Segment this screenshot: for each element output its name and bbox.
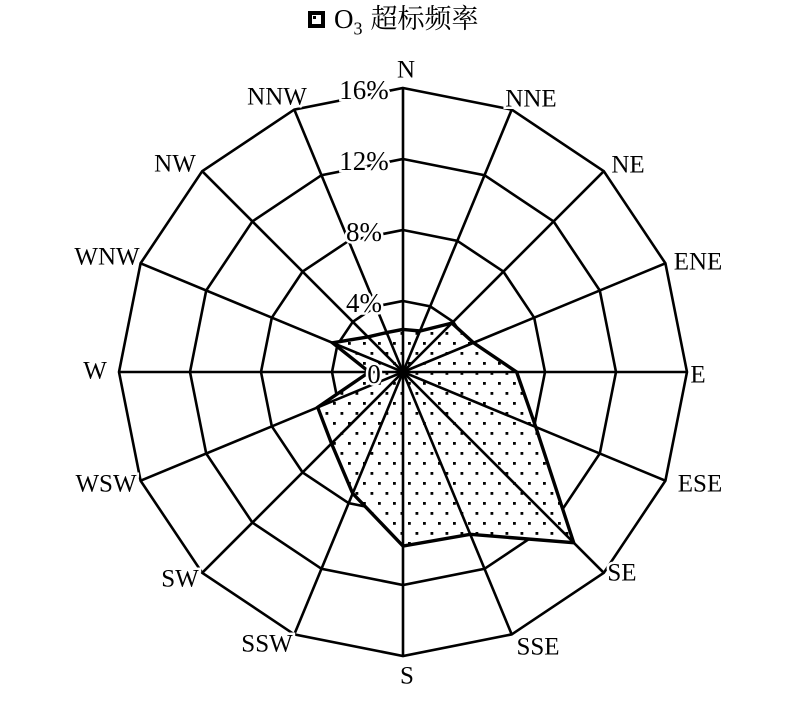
legend-formula-subscript: 3 bbox=[353, 18, 363, 39]
spoke-NW bbox=[202, 171, 403, 372]
direction-label-NE: NE bbox=[611, 151, 645, 179]
direction-label-SSW: SSW bbox=[241, 630, 293, 658]
direction-label-SE: SE bbox=[607, 559, 637, 587]
direction-label-NW: NW bbox=[154, 150, 196, 178]
grid-spokes bbox=[119, 85, 687, 656]
direction-label-S: S bbox=[400, 662, 414, 690]
legend-label-text: 超标频率 bbox=[370, 4, 479, 34]
direction-label-ESE: ESE bbox=[677, 470, 723, 498]
radial-tick-4%: 4% bbox=[346, 288, 382, 318]
data-polygon-fill bbox=[318, 323, 574, 546]
radial-tick-0: 0 bbox=[367, 359, 381, 389]
direction-label-WNW: WNW bbox=[74, 243, 140, 271]
direction-label-NNE: NNE bbox=[505, 85, 557, 113]
direction-label-SSE: SSE bbox=[516, 633, 560, 661]
radial-tick-8%: 8% bbox=[346, 217, 382, 247]
direction-label-E: E bbox=[690, 361, 706, 389]
direction-label-WSW: WSW bbox=[75, 470, 137, 498]
legend-formula-base: O bbox=[334, 4, 354, 34]
radial-tick-16%: 16% bbox=[339, 75, 389, 105]
direction-label-ENE: ENE bbox=[673, 248, 723, 276]
direction-label-W: W bbox=[83, 357, 107, 385]
direction-label-N: N bbox=[396, 56, 416, 84]
direction-label-NNW: NNW bbox=[247, 83, 307, 111]
spoke-NE bbox=[403, 171, 604, 372]
radial-tick-12%: 12% bbox=[339, 146, 389, 176]
direction-label-SW: SW bbox=[161, 565, 199, 593]
